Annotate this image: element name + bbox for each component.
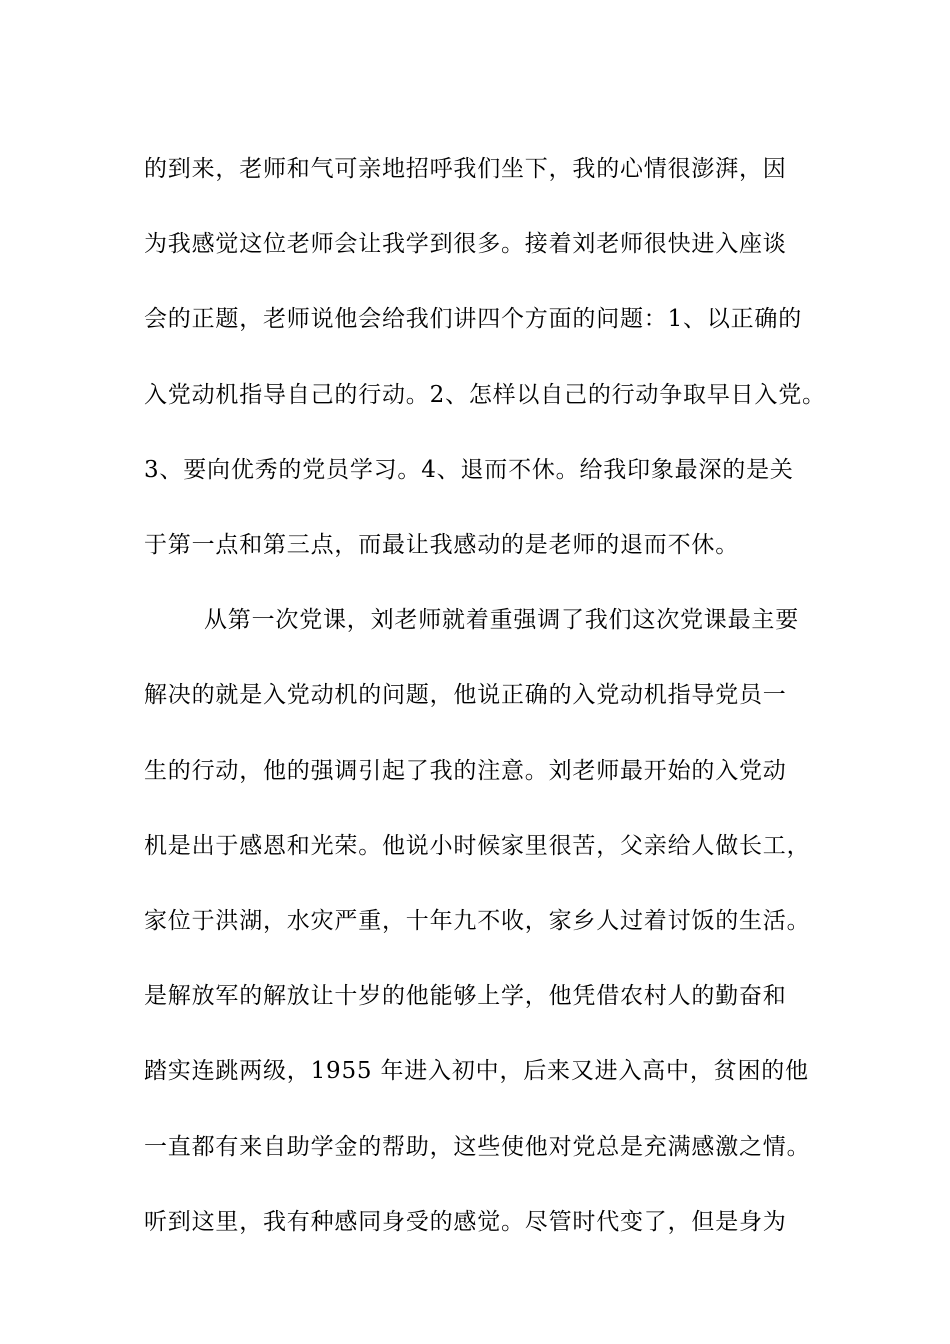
text-line: 踏实连跳两级，1955 年进入初中，后来又进入高中，贫困的他 bbox=[144, 1058, 809, 1085]
text-line: 于第一点和第三点，而最让我感动的是老师的退而不休。 bbox=[144, 532, 739, 559]
paragraph-start-line: 从第一次党课，刘老师就着重强调了我们这次党课最主要 bbox=[204, 607, 799, 634]
text-line: 生的行动，他的强调引起了我的注意。刘老师最开始的入党动 bbox=[144, 757, 787, 784]
text-line: 的到来，老师和气可亲地招呼我们坐下，我的心情很澎湃，因 bbox=[144, 156, 787, 182]
document-body bbox=[144, 132, 834, 1260]
text-line: 一直都有来自助学金的帮助，这些使他对党总是充满感激之情。 bbox=[144, 1133, 811, 1160]
text-line: 听到这里，我有种感同身受的感觉。尽管时代变了，但是身为 bbox=[144, 1208, 787, 1235]
text-line: 3、要向优秀的党员学习。4、退而不休。给我印象最深的是关 bbox=[144, 456, 794, 483]
text-line: 机是出于感恩和光荣。他说小时候家里很苦，父亲给人做长工， bbox=[144, 832, 811, 859]
text-line: 解决的就是入党动机的问题，他说正确的入党动机指导党员一 bbox=[144, 682, 787, 709]
text-line: 为我感觉这位老师会让我学到很多。接着刘老师很快进入座谈 bbox=[144, 231, 787, 258]
text-line: 是解放军的解放让十岁的他能够上学，他凭借农村人的勤奋和 bbox=[144, 983, 787, 1010]
text-line: 会的正题，老师说他会给我们讲四个方面的问题：1、以正确的 bbox=[144, 306, 803, 333]
text-line: 家位于洪湖，水灾严重，十年九不收，家乡人过着讨饭的生活。 bbox=[144, 908, 811, 935]
text-line: 入党动机指导自己的行动。2、怎样以自己的行动争取早日入党。 bbox=[144, 381, 826, 408]
